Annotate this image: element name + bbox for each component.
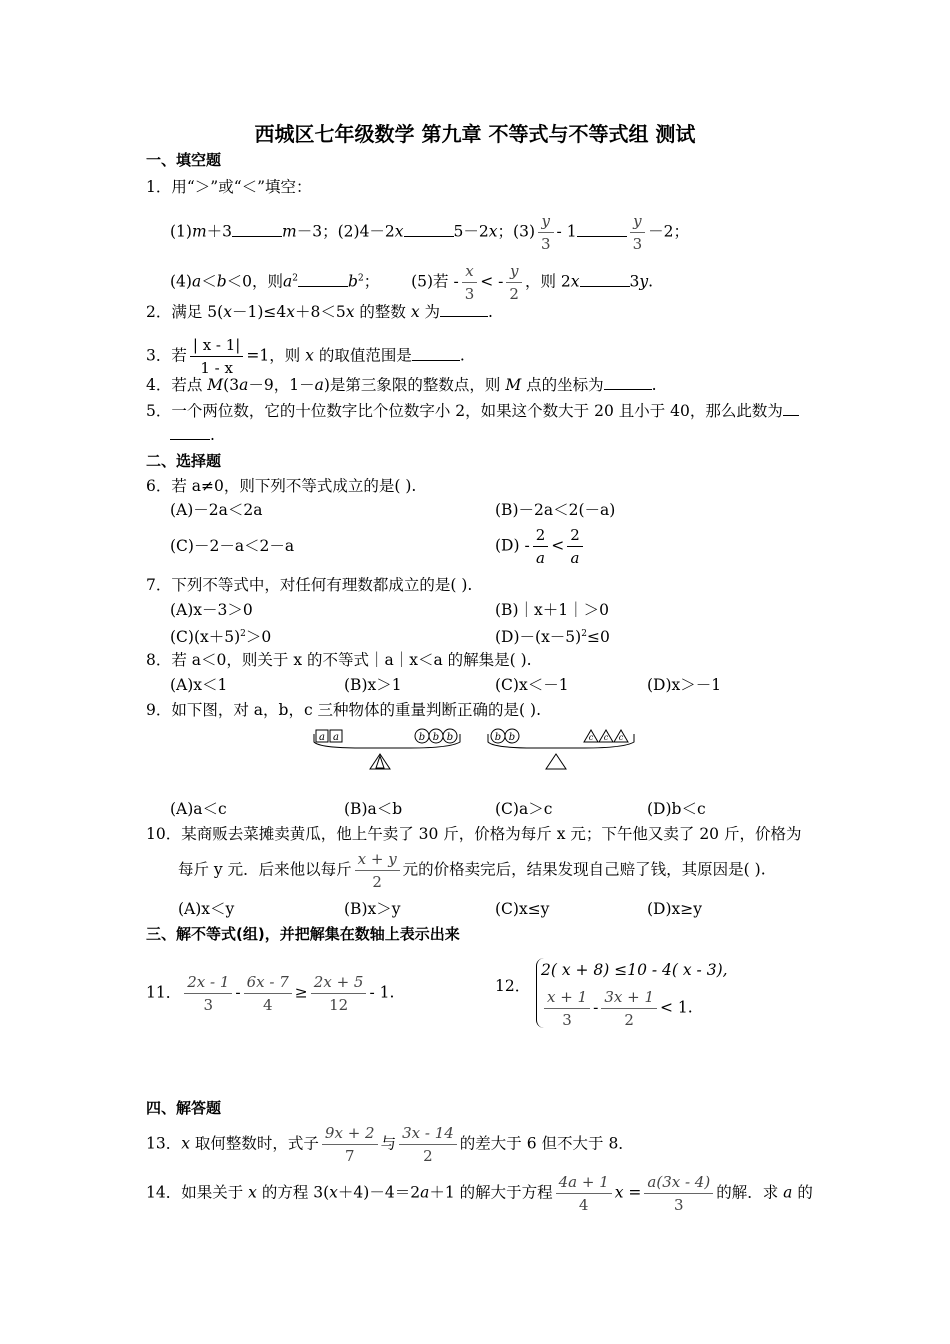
fraction-abs: $\frac{| x - 1|}{1 - x}$ <box>190 336 243 377</box>
fraction-x-3: $\frac{x}{3}$ <box>462 262 478 303</box>
page-title: 西城区七年级数学 第九章 不等式与不等式组 测试 <box>254 122 696 146</box>
q10-option-b: (B)x＞y <box>344 900 401 918</box>
label-b1: b <box>418 732 426 743</box>
q1-stem: 1．用“＞”或“＜”填空： <box>146 178 312 196</box>
q5: 5．一个两位数，它的十位数字比个位数字小 2，如果这个数大于 20 且小于 40，那么此数为 <box>146 401 799 421</box>
q4: 4．若点 M(3a－9，1－a)是第三象限的整数点，则 M 点的坐标为 . <box>146 376 657 394</box>
q9-option-a: (A)a＜c <box>170 800 227 818</box>
label-a1: a <box>319 732 325 743</box>
q13: 13．x 取何整数时，式子 $\frac{9x + 2}{7}$ 与 $\frac{3x - 14}{2}$ 的差大于 6 但不大于 8． <box>146 1124 634 1165</box>
label-c3: c <box>618 733 624 742</box>
q9-stem: 9．如下图，对 a，b，c 三种物体的重量判断正确的是( ). <box>146 701 542 719</box>
q1-row1: (1)m＋3 m－3；(2)4－2x 5－2x；(3) $\frac{y}{3}$ - 1 $\frac{y}{3}$ －2； <box>170 212 689 253</box>
q8-option-a: (A)x＜1 <box>170 676 228 694</box>
q5-cont: . <box>170 425 215 445</box>
q10-line2: 每斤 y 元．后来他以每斤 $\frac{x + y}{2}$ 元的价格卖完后，结果发现自己赔了钱，其原因是( ). <box>178 850 766 891</box>
section-fill-in: 一、填空题 <box>146 151 222 169</box>
fraction-y-2: $\frac{y}{2}$ <box>506 262 522 303</box>
q12-row1: 2( x + 8) ≤10 - 4( x - 3), <box>541 961 728 979</box>
q10-option-a: (A)x＜y <box>178 900 235 918</box>
label-b2: b <box>432 732 440 743</box>
q7-option-a: (A)x－3＞0 <box>170 601 253 619</box>
fraction-y-3: $\frac{y}{3}$ <box>538 212 554 253</box>
label-b5: b <box>508 732 516 743</box>
q6-option-b: (B)－2a＜2(－a) <box>495 501 616 519</box>
label-b3: b <box>446 732 454 743</box>
q7-option-c: $(C)(x+5)^2>0$ <box>170 628 272 647</box>
fraction-y-3-b: $\frac{y}{3}$ <box>630 212 646 253</box>
q12-row2: $\frac{x + 1}{3}$ - $\frac{3x + 1}{2}$ < 1. <box>541 988 693 1029</box>
q6-option-a: (A)－2a＜2a <box>170 501 263 519</box>
q8-option-b: (B)x＞1 <box>344 676 402 694</box>
q9-option-b: (B)a＜b <box>344 800 403 818</box>
q2: 2．满足 5(x－1)≤4x＋8＜5x 的整数 x 为 . <box>146 303 493 321</box>
q8-option-d: (D)x＞－1 <box>647 676 722 694</box>
fraction-xy-2: $\frac{x + y}{2}$ <box>355 850 400 891</box>
q1-row2: (4)a＜b＜0，则$a^2$ $b^2$； (5)若 - $\frac{x}{3}$ < - $\frac{y}{2}$ ，则 2x 3y. <box>170 262 654 303</box>
q6-stem: 6．若 a≠0，则下列不等式成立的是( ). <box>146 477 417 495</box>
q8-stem: 8．若 a＜0，则关于 x 的不等式｜a｜x＜a 的解集是( ). <box>146 651 532 669</box>
q3: 3．若 $\frac{| x - 1|}{1 - x}$ =1，则 x 的取值范围是 . <box>146 336 465 377</box>
q7-option-d: $(D)-(x-5)^2\le 0$ <box>495 628 610 647</box>
q7-stem: 7．下列不等式中，对任何有理数都成立的是( ). <box>146 576 473 594</box>
label-b4: b <box>494 732 502 743</box>
q6-option-d: (D) - $\frac{2}{a}$ < $\frac{2}{a}$ <box>495 526 586 567</box>
section-choice: 二、选择题 <box>146 452 222 470</box>
q9-option-d: (D)b＜c <box>647 800 706 818</box>
label-c1: c <box>588 733 594 742</box>
q10-option-c: (C)x≤y <box>495 900 550 918</box>
q6-option-c: (C)－2－a＜2－a <box>170 537 295 555</box>
q12-number: 12． <box>495 977 531 995</box>
q10-line1: 10．某商贩去菜摊卖黄瓜，他上午卖了 30 斤，价格为每斤 x 元；下午他又卖了 20 斤，价格为 <box>146 825 802 843</box>
q8-option-c: (C)x＜－1 <box>495 676 569 694</box>
q14: 14．如果关于 x 的方程 3(x＋4)－4＝2a＋1 的解大于方程 $\frac{4a + 1}{4}$ x = $\frac{a(3x - 4)}{3}$ 的解．求 a 的 <box>146 1173 813 1214</box>
section-inequalities: 三、解不等式(组)，并把解集在数轴上表示出来 <box>146 925 460 943</box>
q10-option-d: (D)x≥y <box>647 900 703 918</box>
balance-scales-figure <box>300 722 650 782</box>
q7-option-b: (B)｜x＋1｜＞0 <box>495 601 609 619</box>
section-answers: 四、解答题 <box>146 1099 222 1117</box>
label-c2: c <box>603 733 609 742</box>
q11: 11． $\frac{2x - 1}{3}$ - $\frac{6x - 7}{4}$ ≥ $\frac{2x + 5}{12}$ - 1. <box>146 973 395 1014</box>
right-scale-fulcrum-triangle <box>546 754 566 769</box>
label-a2: a <box>333 732 339 743</box>
q9-option-c: (C)a＞c <box>495 800 553 818</box>
